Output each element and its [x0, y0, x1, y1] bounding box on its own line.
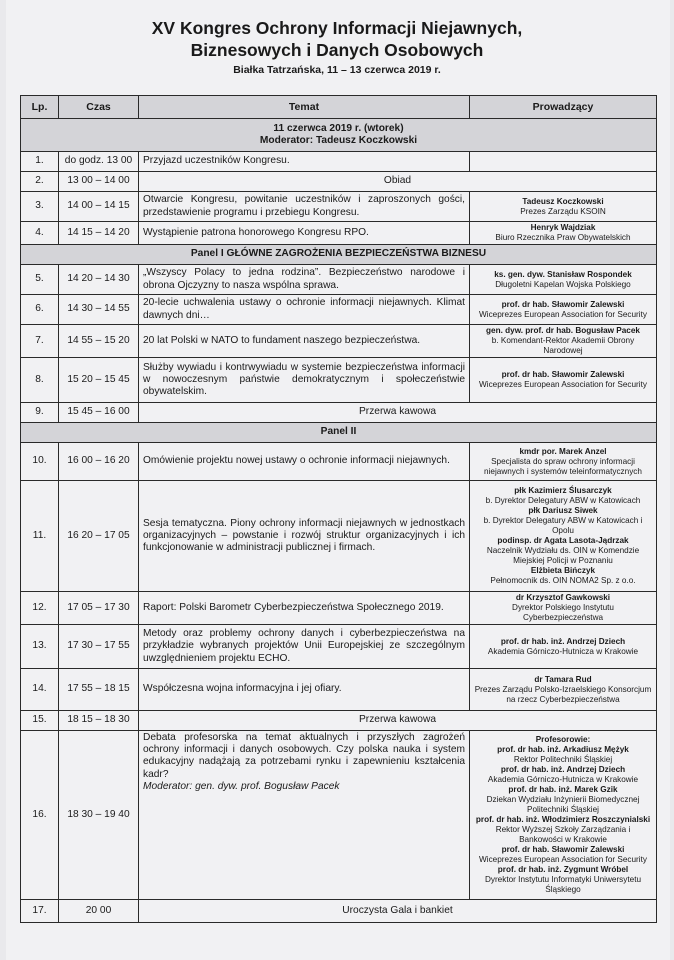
- table-row: [21, 731, 657, 900]
- leader-name: prof. dr hab. inż. Andrzej Dziech: [500, 636, 626, 646]
- row-time: 20 00: [59, 900, 139, 923]
- leader-role: Akademia Górniczo-Hutnicza w Krakowie: [487, 775, 639, 784]
- row-topic: Metody oraz problemy ochrony danych i cyberbezpieczeństwa na przykładzie wybranych projektów Unii Europejskiej ze szczególnym uwzględnieniem projektu ECHO.: [143, 628, 465, 664]
- row-topic-cell: [139, 358, 470, 403]
- row-topic-cell: [139, 295, 470, 325]
- row-topic-cell: [139, 669, 470, 711]
- table-row: [21, 152, 657, 172]
- leader-role: Prezes Zarządu KSOIN: [520, 206, 606, 216]
- column-header-topic: Temat: [139, 96, 470, 119]
- row-topic-cell: [139, 592, 470, 625]
- leader-name: gen. dyw. prof. dr hab. Bogusław Pacek: [486, 326, 640, 335]
- row-time: 16 20 – 17 05: [59, 481, 139, 592]
- program-table: [20, 95, 657, 923]
- row-leaders: [470, 669, 657, 711]
- leader-role: b. Dyrektor Delegatury ABW w Katowicach i Opolu: [483, 516, 643, 535]
- row-time: 17 55 – 18 15: [59, 669, 139, 711]
- leader-role: Akademia Górniczo-Hutnicza w Krakowie: [487, 646, 639, 656]
- row-topic: „Wszyscy Polacy to jedna rodzina”. Bezpieczeństwo narodowe i obrona Ojczyzny to nasza wspólna sprawa.: [143, 267, 465, 291]
- leader-name: prof. dr hab. Sławomir Zalewski: [501, 299, 625, 309]
- row-topic: Sesja tematyczna. Piony ochrony informacji niejawnych w jednostkach organizacyjnych – powstanie i rozwój struktur organizacyjnych i ich funkcjonowanie w administracji publicznej i firmach.: [143, 517, 465, 554]
- row-topic: Przyjazd uczestników Kongresu.: [143, 155, 290, 167]
- row-topic-moderator: Moderator: gen. dyw. prof. Bogusław Pacek: [143, 780, 340, 792]
- row-time: 18 15 – 18 30: [59, 711, 139, 731]
- column-header-row: [21, 96, 657, 119]
- leader-role: Wiceprezes European Association for Security: [479, 309, 647, 319]
- row-leaders: [470, 625, 657, 669]
- place-and-date: Białka Tatrzańska, 11 – 13 czerwca 2019 r.: [233, 64, 441, 76]
- row-leaders: [470, 152, 657, 172]
- row-topic: Przerwa kawowa: [139, 403, 657, 423]
- leader-role: Dziekan Wydziału Inżynierii Biomedycznej Politechniki Śląskiej: [486, 795, 640, 814]
- row-number: 11.: [21, 481, 59, 592]
- row-topic-cell: [139, 265, 470, 295]
- row-number: 17.: [21, 900, 59, 923]
- row-leaders: [470, 192, 657, 222]
- row-time: 18 30 – 19 40: [59, 731, 139, 900]
- row-leaders: [470, 481, 657, 592]
- table-row: [21, 592, 657, 625]
- leader-name: Tadeusz Koczkowski: [522, 196, 604, 206]
- row-time: 14 55 – 15 20: [59, 325, 139, 358]
- row-time: 17 05 – 17 30: [59, 592, 139, 625]
- table-row: [21, 325, 657, 358]
- row-number: 8.: [21, 358, 59, 403]
- day-date: 11 czerwca 2019 r. (wtorek): [273, 122, 404, 134]
- panel-2-header: [21, 423, 657, 443]
- row-topic: Raport: Polski Barometr Cyberbezpieczeństwa Społecznego 2019.: [143, 601, 444, 613]
- row-number: 12.: [21, 592, 59, 625]
- column-header-lp: Lp.: [21, 96, 59, 119]
- row-time: 13 00 – 14 00: [59, 172, 139, 192]
- table-row: [21, 192, 657, 222]
- row-leaders: [470, 295, 657, 325]
- row-time: 16 00 – 16 20: [59, 443, 139, 481]
- row-topic: Służby wywiadu i kontrwywiadu w systemie bezpieczeństwa informacji w nowoczesnym państwie demokratycznym i społeczeństwie obywatelskim.: [143, 361, 465, 398]
- row-topic: Przerwa kawowa: [139, 711, 657, 731]
- panel-2-header-text: Panel II: [21, 423, 657, 443]
- row-topic: Omówienie projektu nowej ustawy o ochronie informacji niejawnych.: [143, 455, 450, 467]
- leader-role: b. Komendant-Rektor Akademii Obrony Narodowej: [491, 336, 635, 355]
- table-row: [21, 900, 657, 923]
- row-number: 1.: [21, 152, 59, 172]
- row-leaders: [470, 358, 657, 403]
- row-leaders: [470, 222, 657, 245]
- leaders-title: Profesorowie:: [535, 735, 591, 744]
- leader-role: Biuro Rzecznika Praw Obywatelskich: [495, 233, 631, 242]
- panel-1-header: [21, 245, 657, 265]
- row-topic: 20-lecie uchwalenia ustawy o ochronie informacji niejawnych. Klimat dawnych dni…: [143, 297, 465, 321]
- leader-name: kmdr por. Marek Anzel: [519, 446, 607, 456]
- table-row: [21, 443, 657, 481]
- leader-name: ks. gen. dyw. Stanisław Rospondek: [494, 269, 632, 279]
- row-topic: Wystąpienie patrona honorowego Kongresu RPO.: [143, 226, 369, 238]
- leader-name: Henryk Wajdziak: [530, 223, 596, 232]
- table-row: [21, 265, 657, 295]
- row-number: 5.: [21, 265, 59, 295]
- row-topic-cell: [139, 152, 470, 172]
- row-topic-cell: [139, 222, 470, 245]
- leader-name: prof. dr hab. Sławomir Zalewski: [501, 845, 625, 854]
- row-number: 9.: [21, 403, 59, 423]
- day-header: [21, 119, 657, 152]
- row-topic: Obiad: [139, 172, 657, 192]
- document-title-line2: Biznesowych i Danych Osobowych: [190, 40, 484, 60]
- row-number: 4.: [21, 222, 59, 245]
- leader-name: prof. dr hab. inż. Zygmunt Wróbel: [497, 865, 629, 874]
- row-topic: Debata profesorska na temat aktualnych i przyszłych zagrożeń ochrony informacji i danych osobowych. Czy polska nauka i system edukacyjny nadążają za potrzebami rynku i zapewnieniu kształcenia kadr?: [143, 732, 465, 780]
- row-time: 14 20 – 14 30: [59, 265, 139, 295]
- leader-name: płk Kazimierz Ślusarczyk: [514, 486, 612, 495]
- row-number: 7.: [21, 325, 59, 358]
- table-row: [21, 625, 657, 669]
- document-title-line1: XV Kongres Ochrony Informacji Niejawnych,: [151, 18, 523, 38]
- row-time: 15 45 – 16 00: [59, 403, 139, 423]
- row-number: 16.: [21, 731, 59, 900]
- row-topic-cell: [139, 731, 470, 900]
- table-row: [21, 358, 657, 403]
- leader-name: dr Krzysztof Gawkowski: [515, 593, 611, 602]
- leader-role: Długoletni Kapelan Wojska Polskiego: [495, 279, 631, 289]
- row-number: 14.: [21, 669, 59, 711]
- row-number: 3.: [21, 192, 59, 222]
- row-topic-cell: [139, 625, 470, 669]
- leader-name: płk Dariusz Siwek: [528, 506, 598, 515]
- row-leaders: [470, 443, 657, 481]
- table-row: [21, 481, 657, 592]
- row-number: 6.: [21, 295, 59, 325]
- table-row: [21, 172, 657, 192]
- row-time: 15 20 – 15 45: [59, 358, 139, 403]
- panel-1-header-text: Panel I GŁÓWNE ZAGROŻENIA BEZPIECZEŃSTWA BIZNESU: [21, 245, 657, 265]
- row-topic: Otwarcie Kongresu, powitanie uczestników i zaproszonych gości, przedstawienie programu i przebiegu Kongresu.: [143, 194, 465, 218]
- row-time: do godz. 13 00: [59, 152, 139, 172]
- row-leaders: [470, 325, 657, 358]
- column-header-leaders: Prowadzący: [470, 96, 657, 119]
- row-topic-cell: [139, 481, 470, 592]
- day-moderator: Moderator: Tadeusz Koczkowski: [259, 135, 418, 146]
- leader-name: podinsp. dr Agata Lasota-Jądrzak: [497, 536, 629, 545]
- day-header-row: [21, 119, 657, 152]
- table-row: [21, 669, 657, 711]
- leader-name: prof. dr hab. Sławomir Zalewski: [501, 370, 625, 379]
- row-number: 15.: [21, 711, 59, 731]
- row-topic-cell: [139, 443, 470, 481]
- leader-role: Wiceprezes European Association for Security: [479, 855, 647, 864]
- row-number: 2.: [21, 172, 59, 192]
- row-topic: Uroczysta Gala i bankiet: [139, 900, 657, 923]
- leader-role: Dyrektor Polskiego Instytutu Cyberbezpieczeństwa: [512, 603, 614, 622]
- leader-role: Rektor Wyższej Szkoły Zarządzania i Bankowości w Krakowie: [495, 825, 631, 844]
- row-number: 13.: [21, 625, 59, 669]
- leader-name: dr Tamara Rud: [534, 674, 592, 684]
- leader-name: Elżbieta Bińczyk: [530, 566, 596, 575]
- row-time: 17 30 – 17 55: [59, 625, 139, 669]
- row-time: 14 15 – 14 20: [59, 222, 139, 245]
- leader-role: Specjalista do spraw ochrony informacji niejawnych i systemów teleinformatycznych: [484, 456, 642, 476]
- table-row: [21, 403, 657, 423]
- row-leaders: [470, 731, 657, 900]
- leader-role: Pełnomocnik ds. OIN NOMA2 Sp. z o.o.: [490, 576, 636, 585]
- row-leaders: [470, 592, 657, 625]
- row-topic: 20 lat Polski w NATO to fundament naszego bezpieczeństwa.: [143, 334, 421, 346]
- row-time: 14 00 – 14 15: [59, 192, 139, 222]
- leader-role: b. Dyrektor Delegatury ABW w Katowicach: [485, 496, 641, 505]
- row-leaders: [470, 265, 657, 295]
- leader-role: Dyrektor Instytutu Informatyki Uniwersytetu Śląskiego: [484, 875, 642, 894]
- leader-role: Rektor Politechniki Śląskiej: [513, 755, 613, 764]
- leader-role: Prezes Zarządu Polsko-Izraelskiego Konsorcjum na rzecz Cyberbezpieczeństwa: [474, 684, 652, 704]
- leader-name: prof. dr hab. inż. Arkadiusz Mężyk: [497, 745, 629, 754]
- leader-name: prof. dr hab. inż. Włodzimierz Roszczynialski: [475, 815, 651, 824]
- row-topic-cell: [139, 325, 470, 358]
- row-topic: Współczesna wojna informacyjna i jej ofiary.: [143, 683, 342, 695]
- leader-role: Wiceprezes European Association for Security: [479, 380, 647, 389]
- leader-name: prof. dr hab. inż. Marek Gzik: [508, 785, 618, 794]
- leader-name: prof. dr hab. inż. Andrzej Dziech: [500, 765, 626, 774]
- column-header-time: Czas: [59, 96, 139, 119]
- table-row: [21, 222, 657, 245]
- table-row: [21, 711, 657, 731]
- row-topic-cell: [139, 192, 470, 222]
- row-number: 10.: [21, 443, 59, 481]
- table-row: [21, 295, 657, 325]
- leader-role: Naczelnik Wydziału ds. OIN w Komendzie Miejskiej Policji w Poznaniu: [486, 546, 640, 565]
- row-time: 14 30 – 14 55: [59, 295, 139, 325]
